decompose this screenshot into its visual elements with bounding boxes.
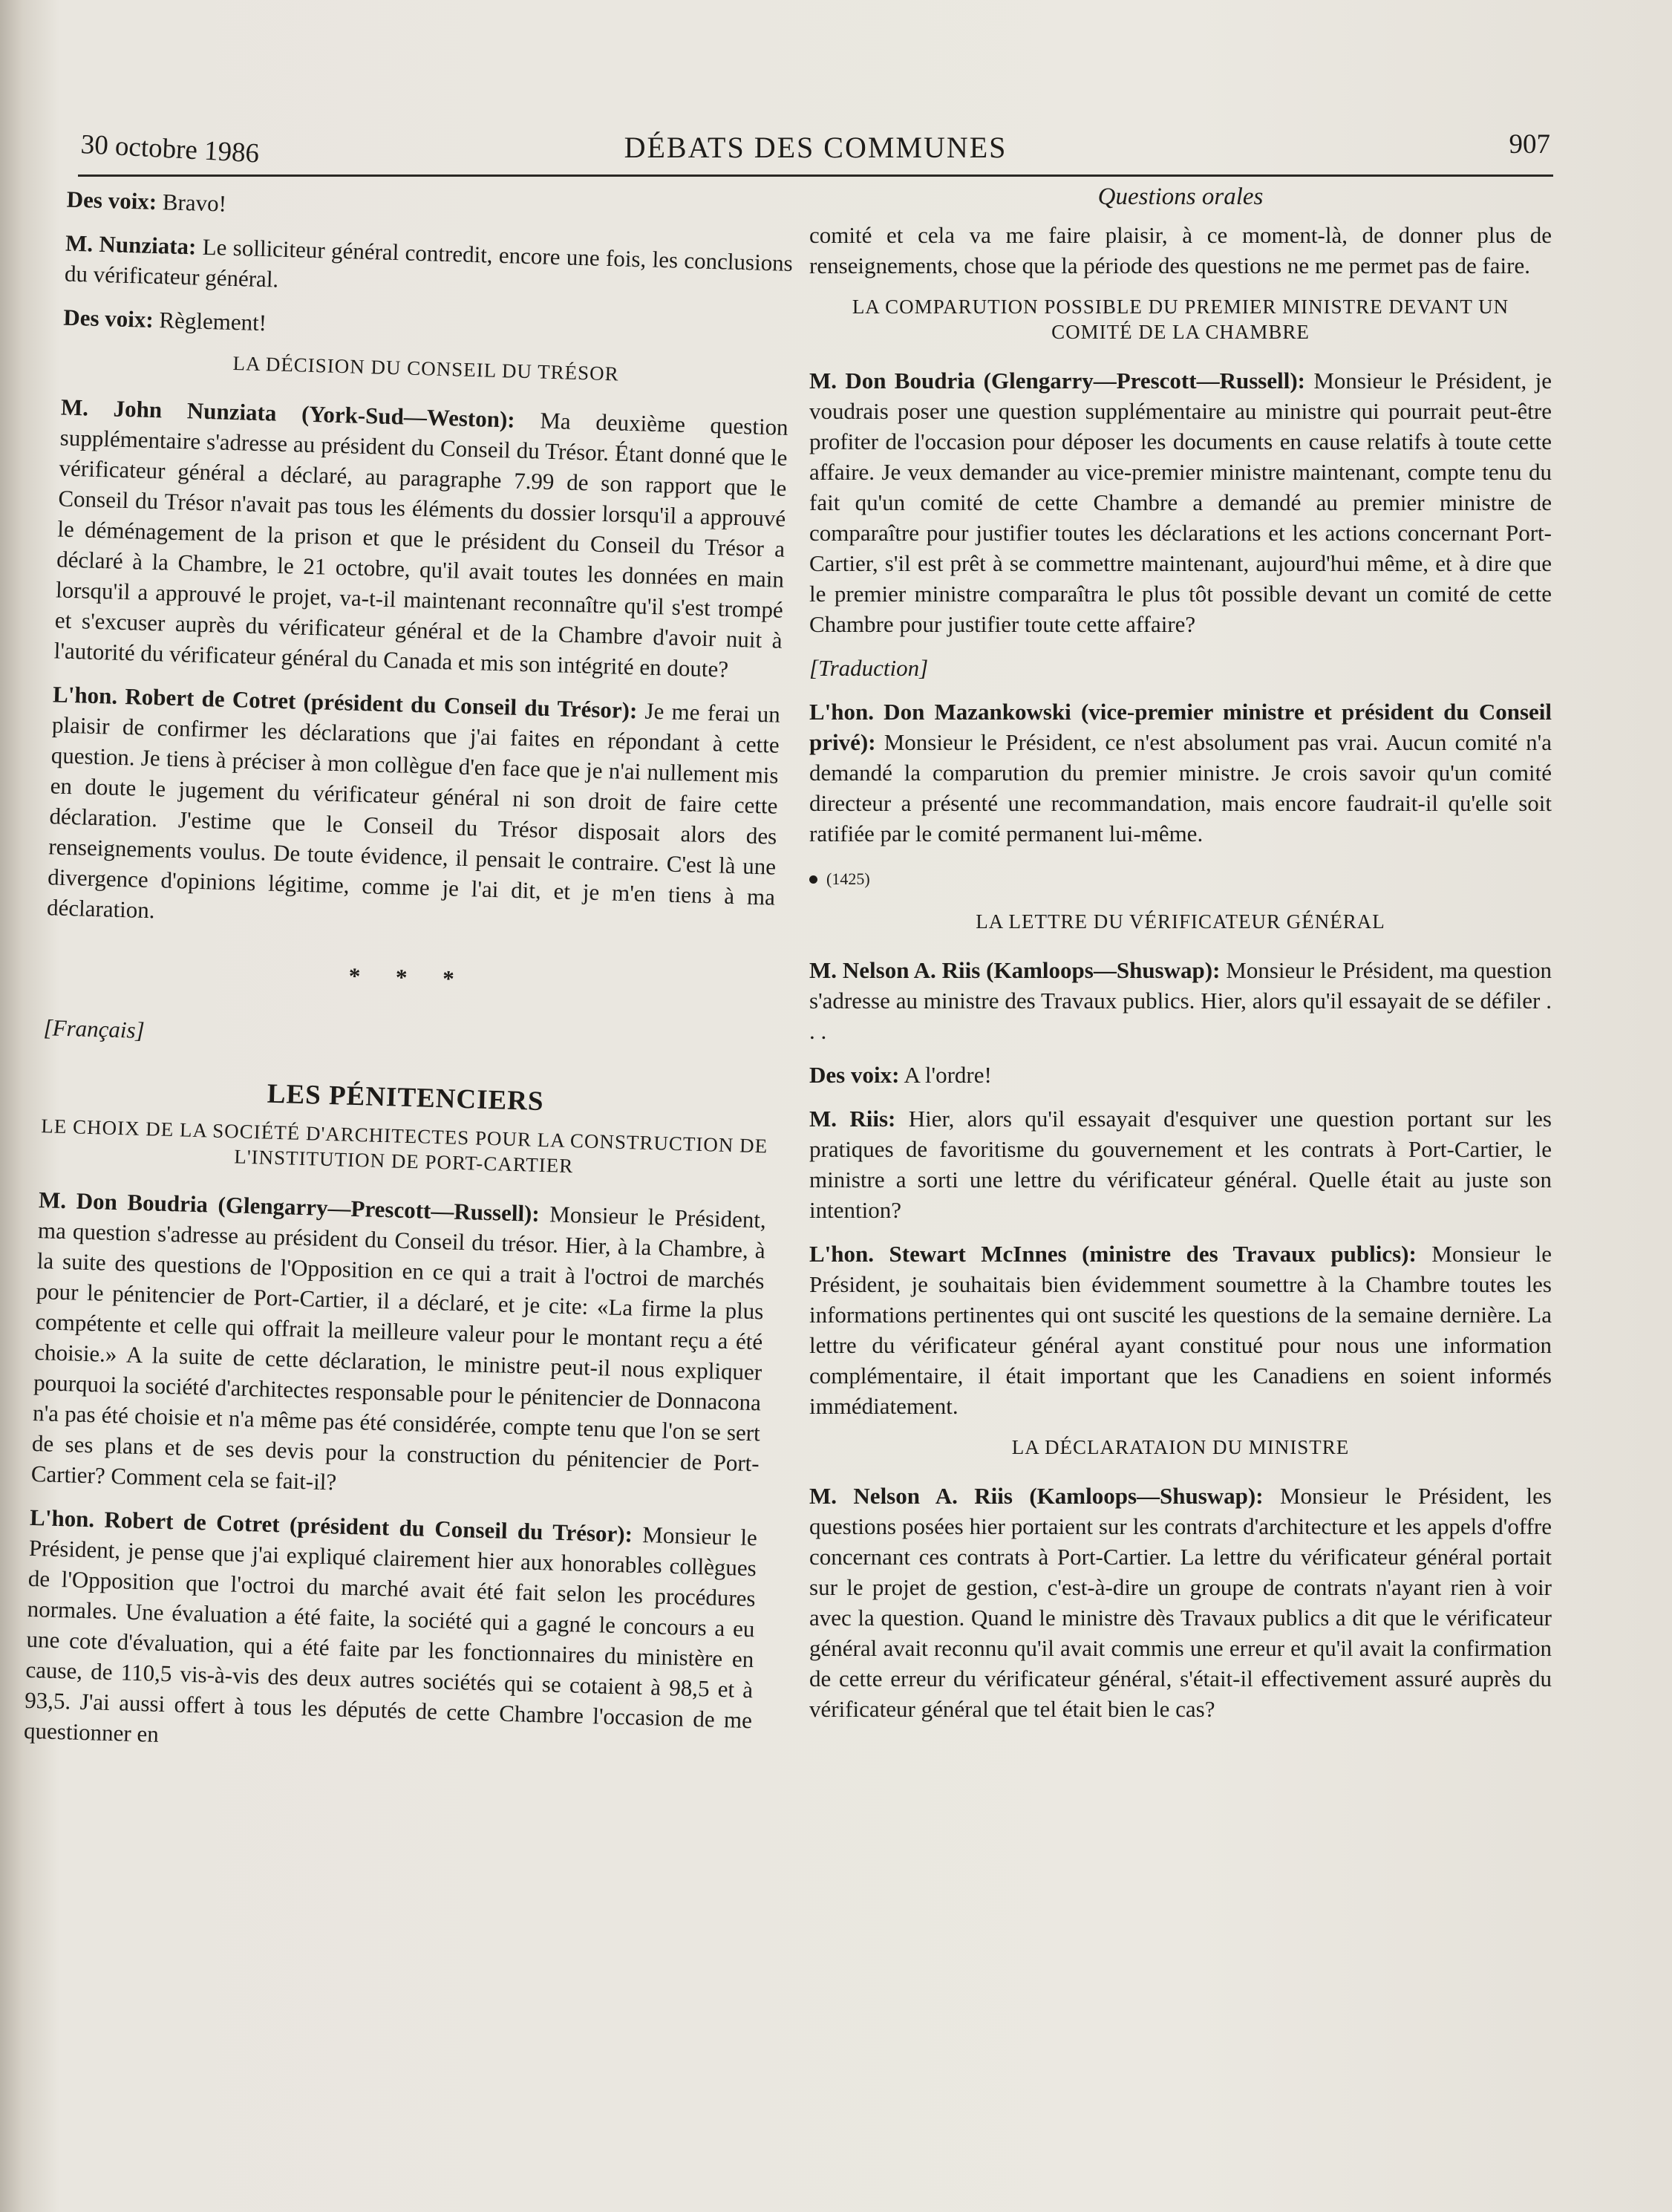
speech: Je me ferai un plaisir de confirmer les déclarations que j'ai faites en répondant à cette question. Je tiens à préciser à mon collègue d'en face que je n'ai nullement mis en doute le jugement du vérificateur général ni son droit de faire cette déclaration. J'estime que le Conseil du Trésor disposait alors des renseignements voulus. De toute évidence, il pensait le contraire. C'est là une divergence d'opinions légitime, comme je l'ai dit, et je m'en tiens à ma déclaration. <box>46 697 781 924</box>
paragraph <box>809 696 1552 849</box>
paragraph <box>53 392 788 686</box>
paragraph <box>24 1502 758 1766</box>
left-column <box>23 184 794 1780</box>
paragraph <box>809 220 1552 281</box>
speaker: L'hon. Robert de Cotret (président du Conseil du Trésor): <box>29 1504 633 1547</box>
speaker: M. Nelson A. Riis (Kamloops—Shuswap): <box>809 1483 1264 1509</box>
speech: Hier, alors qu'il essayait d'esquiver une question portant sur les pratiques de favoritisme du gouvernement et les contrats à Port-Cartier, le ministre a sorti une lettre du vérificateur général. Quelle était au juste son intention? <box>809 1106 1552 1223</box>
speaker: M. Nunziata: <box>65 229 197 260</box>
speech: A l'ordre! <box>899 1062 992 1088</box>
section-heading: LA DÉCLARATAION DU MINISTRE <box>1011 1436 1350 1458</box>
speaker: M. John Nunziata (York-Sud—Weston): <box>60 394 516 433</box>
bullet-icon <box>809 875 817 884</box>
speech: Monsieur le Président, je pense que j'ai expliqué clairement hier aux honorables collègues de l'Opposition que l'octroi du marché avait été fait selon les procédures normales. Une évaluation a été faite, la société qui a gagné le concours a eu une cote d'évaluation, qui a été faite par les fonctionnaires du ministère en cause, de 110,5 vis-à-vis des deux autres sociétés qui se cotaient à 98,5 et à 93,5. J'ai aussi offert à tous les députés de cette Chambre l'occasion de me questionner en <box>23 1521 758 1747</box>
speaker: M. Don Boudria (Glengarry—Prescott—Russell): <box>38 1187 541 1227</box>
speech: Monsieur le Président, ma question s'adresse au président du Conseil du trésor. Hier, à la Chambre, à la suite des questions de l'Opposition en ce qui a trait à l'octroi de marchés pour le pénitencier de Port-Cartier, il a déclaré, et je cite: «La firme la plus compétente et celle qui offrait la meilleure valeur pour le montant reçu a été choisie.» A la suite de cette déclaration, le ministre peut-il nous expliquer pourquoi la société d'architectes responsable pour le pénitencier de Donnacona n'a pas été choisie et n'a même pas été considérée, compte tenu que l'on se sert de ses plans et de ses devis pour la construction du pénitencier de Port-Cartier? Comment cela se fait-il? <box>30 1200 767 1495</box>
paragraph <box>64 228 793 309</box>
speech: Ma deuxième question supplémentaire s'adresse au président du Conseil du Trésor. Étant donné que le vérificateur général a déclaré, au paragraphe 7.99 de son rapport que le Conseil du Trésor n'avait pas tous les éléments du dossier lorsqu'il a approuvé le déménagement de la prison et que le président du Conseil du Trésor a déclaré à la Chambre, le 21 octobre, qu'il avait toutes les données en main lorsqu'il a approuvé le projet, va-t-il maintenant reconnaître qu'il s'est trompé et s'excuser auprès du vérificateur général et de la Chambre d'avoir nuit à l'autorité du vérificateur général du Canada et mis son intégrité en doute? <box>53 406 789 682</box>
time-marker <box>809 864 1552 894</box>
header-date: 30 octobre 1986 <box>79 128 261 169</box>
speech: Monsieur le Président, je souhaitais bien évidemment soumettre à la Chambre toutes les informations pertinentes qui ont suscité les questions de la semaine dernière. La lettre du vérificateur général ayant constitué pour nous une information complémentaire, il était important que les Canadiens en soient informés immédiatement. <box>809 1241 1552 1419</box>
paragraph <box>63 302 791 353</box>
speaker: M. Nelson A. Riis (Kamloops—Shuswap): <box>809 957 1221 983</box>
speech: Monsieur le Président, ce n'est absolument pas vrai. Aucun comité n'a demandé la comparution du premier ministre. Je crois savoir qu'un comité directeur a présenté une recommandation, mais encore faudrait-il qu'elle soit ratifiée par le comité permanent lui-même. <box>809 729 1552 846</box>
paragraph <box>809 1239 1552 1421</box>
speaker: Des voix: <box>66 186 157 215</box>
paragraph <box>809 955 1552 1046</box>
language-marker: [Traduction] <box>809 655 929 681</box>
speech: Règlement! <box>153 306 267 336</box>
speaker: Des voix: <box>62 304 154 333</box>
time-marker-text: (1425) <box>826 870 870 888</box>
paragraph <box>30 1184 766 1509</box>
speech: Le solliciteur général contredit, encore une fois, les conclusions du vérificateur général. <box>64 233 794 293</box>
section-separator: * * * <box>348 962 470 993</box>
speech: Monsieur le Président, ma question s'adresse au ministre des Travaux publics. Hier, alors qu'il essayait de se défiler . . . <box>809 957 1552 1044</box>
section-heading: LA LETTRE DU VÉRIFICATEUR GÉNÉRAL <box>976 910 1385 933</box>
speech: comité et cela va me faire plaisir, à ce moment-là, de donner plus de renseignements, chose que la période des questions ne me permet pas de faire. <box>809 222 1552 278</box>
section-heading: LA COMPARUTION POSSIBLE DU PREMIER MINISTRE DEVANT UN COMITÉ DE LA CHAMBRE <box>852 296 1509 343</box>
speech: Bravo! <box>156 189 227 217</box>
speaker: Des voix: <box>809 1062 900 1088</box>
column-running-head: Questions orales <box>1097 183 1264 210</box>
speaker: L'hon. Stewart McInnes (ministre des Travaux publics): <box>809 1241 1417 1267</box>
speaker: L'hon. Don Mazankowski (vice-premier ministre et président du Conseil privé): <box>809 699 1552 755</box>
speech: Monsieur le Président, les questions posées hier portaient sur les contrats d'architecture et les appels d'offre concernant ces contrats à Port-Cartier. La lettre du vérificateur général portait sur le projet de gestion, c'est-à-dire un groupe de contrats n'ayant rien à voir avec la question. Quand le ministre dès Travaux publics a dit que le vérificateur général avait reconnu qu'il avait commis une erreur et qu'il avait la confirmation de cette erreur du vérificateur général, s'était-il effectivement assuré auprès du vérificateur général que tel était bien le cas? <box>809 1483 1552 1722</box>
paragraph <box>809 1060 1552 1090</box>
section-heading: LE CHOIX DE LA SOCIÉTÉ D'ARCHITECTES POUR LA CONSTRUCTION DE L'INSTITUTION DE PORT-CARTIER <box>40 1115 768 1178</box>
main-heading: LES PÉNITENCIERS <box>267 1078 545 1118</box>
running-header <box>78 123 1553 177</box>
section-heading: LA DÉCISION DU CONSEIL DU TRÉSOR <box>232 351 620 385</box>
paragraph <box>809 1103 1552 1225</box>
speaker: M. Riis: <box>809 1106 896 1132</box>
paragraph <box>809 365 1552 639</box>
right-column <box>809 182 1552 1738</box>
speaker: L'hon. Robert de Cotret (président du Conseil du Trésor): <box>52 681 638 724</box>
speech: Monsieur le Président, je voudrais poser une question supplémentaire au ministre qui pourrait peut-être profiter de l'occasion pour déposer les documents en cause relatifs à toute cette affaire. Je veux demander au vice-premier ministre maintenant, compte tenu du fait qu'un comité de cette Chambre a demandé au premier ministre de comparaître pour justifier toutes les déclarations et les actions concernant Port-Cartier, s'il est prêt à se commettre maintenant, aujourd'hui même, et à dire que le premier ministre comparaîtra le plus tôt possible devant un comité de cette Chambre pour justifier toute cette affaire? <box>809 368 1552 637</box>
speaker: M. Don Boudria (Glengarry—Prescott—Russell): <box>809 368 1305 394</box>
paragraph <box>809 1481 1552 1724</box>
paragraph <box>47 679 781 942</box>
header-page-number: 907 <box>1509 129 1550 160</box>
header-title: DÉBATS DES COMMUNES <box>624 131 1008 164</box>
language-marker: [Français] <box>43 1014 146 1043</box>
paragraph <box>66 184 794 235</box>
